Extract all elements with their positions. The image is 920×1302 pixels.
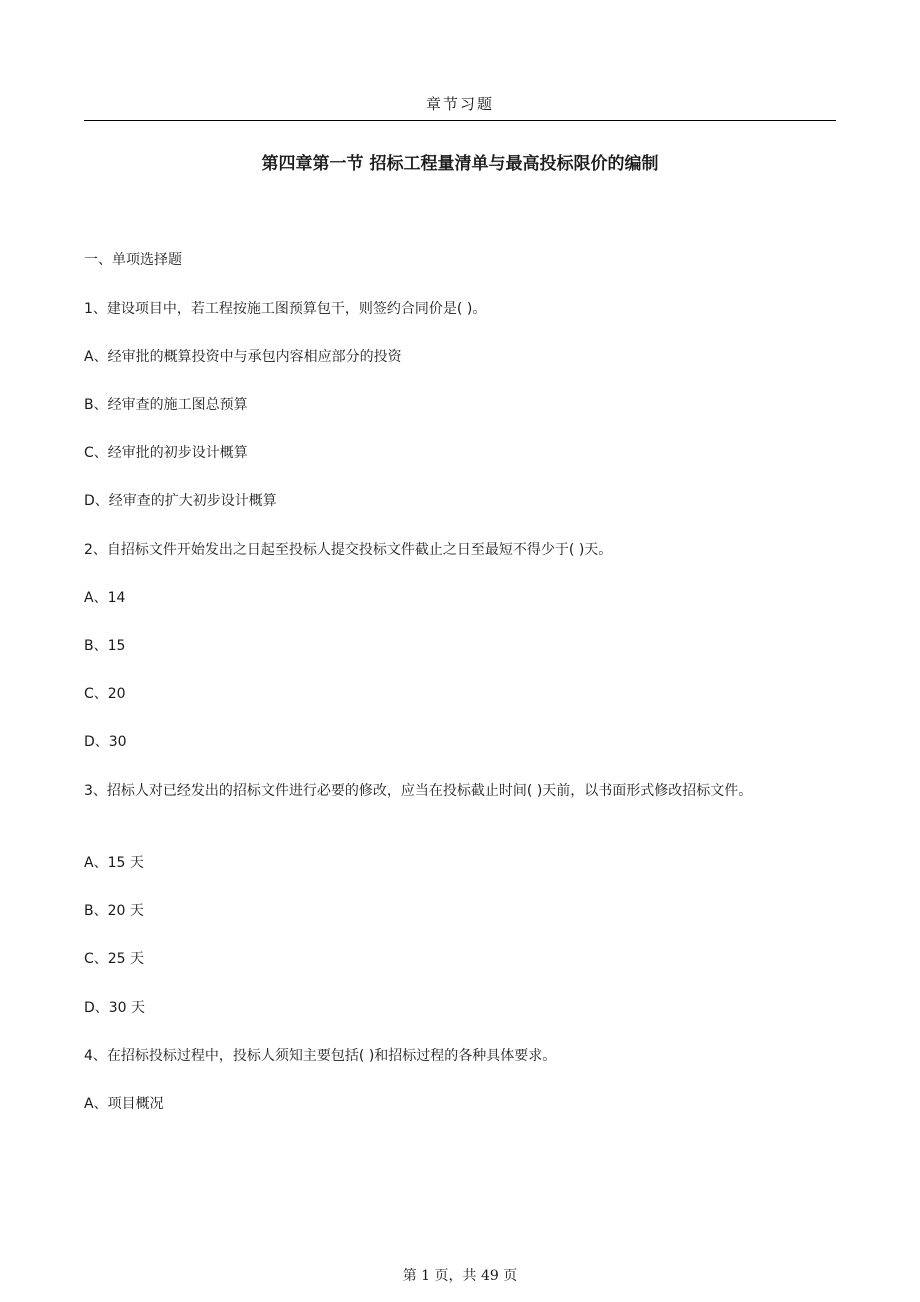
answer-option: B、经审查的施工图总预算 xyxy=(84,397,248,413)
answer-option: A、15 天 xyxy=(84,855,144,871)
question-stem: 2、自招标文件开始发出之日起至投标人提交投标文件截止之日至最短不得少于( )天。 xyxy=(84,542,613,558)
answer-option: A、14 xyxy=(84,590,126,606)
section-heading: 一、单项选择题 xyxy=(84,252,182,268)
answer-option: D、30 xyxy=(84,734,127,750)
running-header-title: 章节习题 xyxy=(425,95,494,113)
header-divider xyxy=(84,120,836,121)
answer-option: B、20 天 xyxy=(84,903,144,919)
answer-option: C、经审批的初步设计概算 xyxy=(84,445,248,461)
answer-option: B、15 xyxy=(84,638,126,654)
answer-option: C、20 xyxy=(84,686,126,702)
answer-option: D、30 天 xyxy=(84,1000,146,1016)
answer-option: A、项目概况 xyxy=(84,1096,164,1112)
answer-option: A、经审批的概算投资中与承包内容相应部分的投资 xyxy=(84,349,402,365)
answer-option: C、25 天 xyxy=(84,951,145,967)
page-number-footer: 第 1 页，共 49 页 xyxy=(402,1268,518,1284)
question-stem: 4、在招标投标过程中，投标人须知主要包括( )和招标过程的各种具体要求。 xyxy=(84,1048,557,1064)
question-stem: 3、招标人对已经发出的招标文件进行必要的修改，应当在投标截止时间( )天前，以书面形式修改招标文件。 xyxy=(84,783,753,799)
answer-option: D、经审查的扩大初步设计概算 xyxy=(84,493,277,509)
question-stem: 1、建设项目中，若工程按施工图预算包干，则签约合同价是( )。 xyxy=(84,301,487,317)
chapter-title: 第四章第一节 招标工程量清单与最高投标限价的编制 xyxy=(261,154,659,174)
